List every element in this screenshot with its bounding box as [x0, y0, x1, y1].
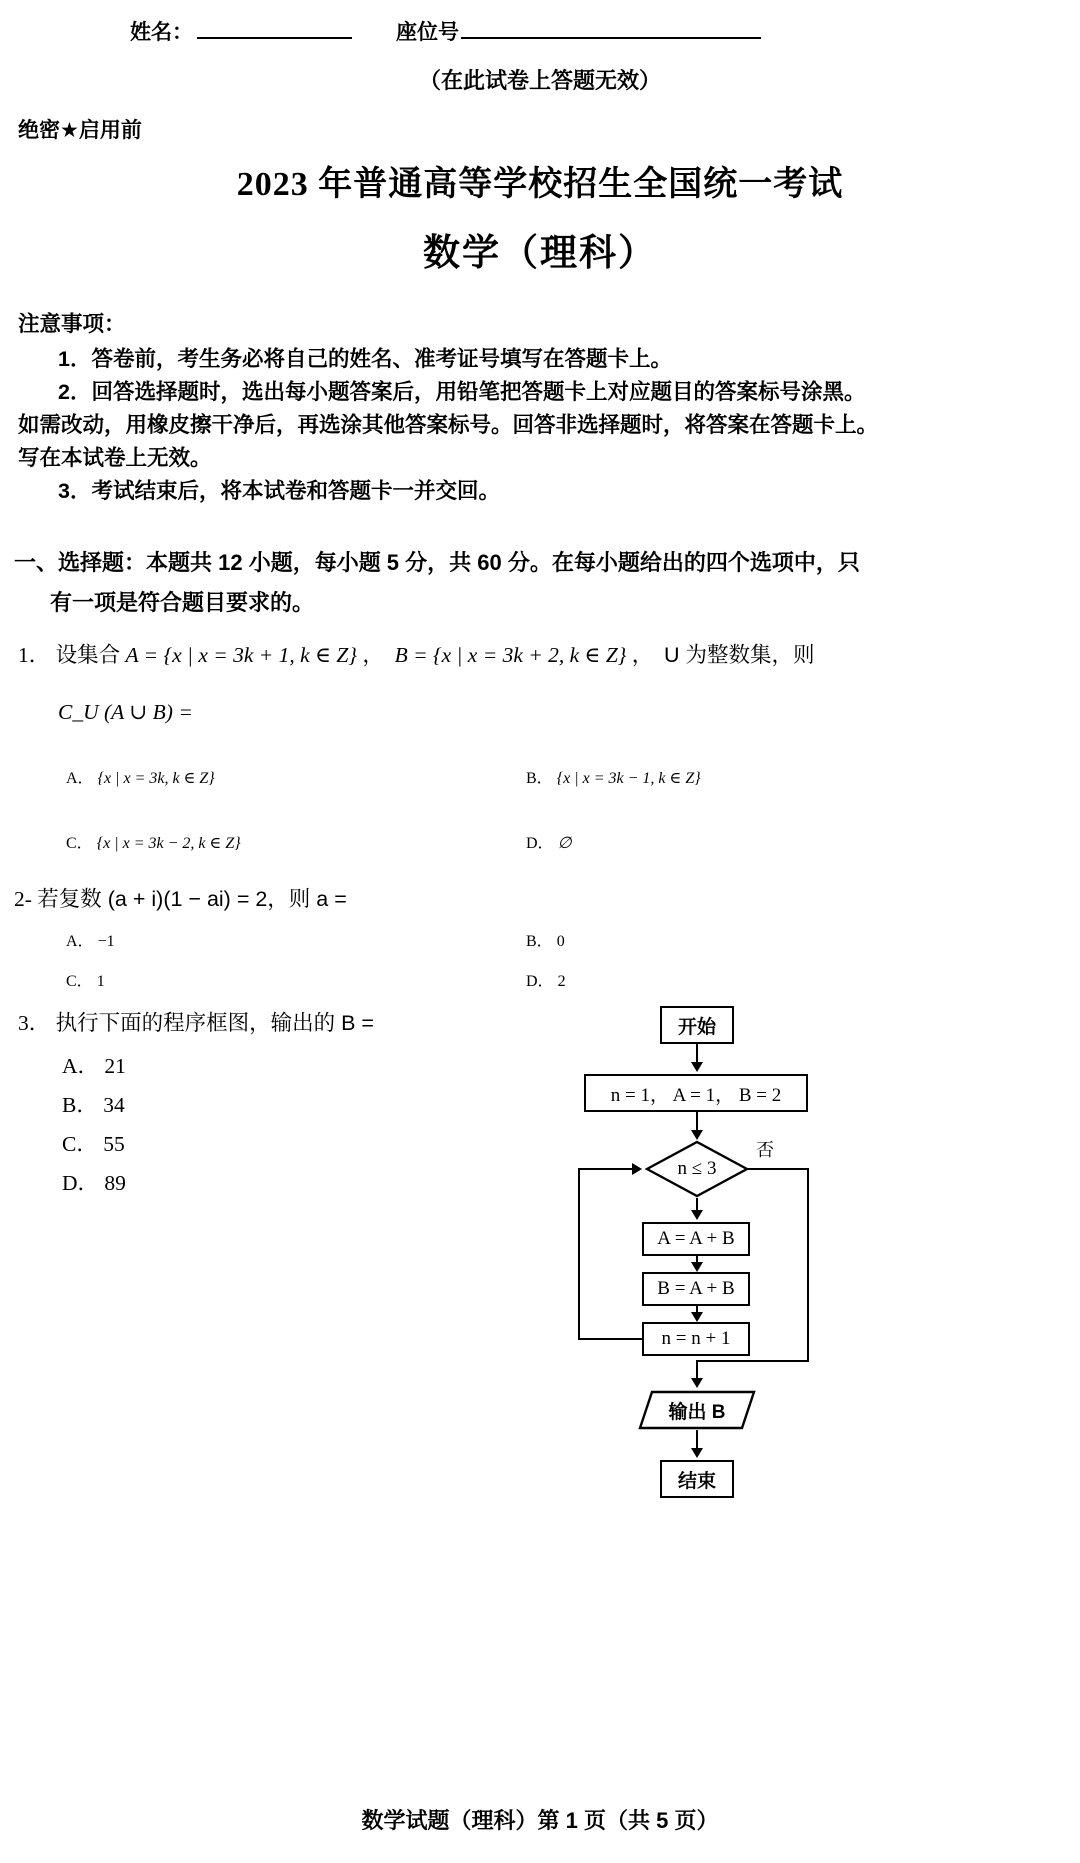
option-a-text: {x | x = 3k, k ∈ Z} — [97, 770, 215, 787]
invalid-answer-note: （在此试卷上答题无效） — [418, 68, 661, 93]
question-1-option-b[interactable] — [526, 765, 701, 788]
exam-title: 2023 年普通高等学校招生全国统一考试 — [236, 166, 844, 203]
option-a-text: 21 — [104, 1054, 126, 1078]
option-c-label: C． — [62, 1132, 98, 1156]
name-label: 姓名： — [130, 21, 193, 44]
option-b-text: 34 — [103, 1093, 125, 1117]
connector-loopback-horizontal-bottom — [578, 1338, 642, 1340]
flowchart-step3-node: n = n + 1 — [642, 1322, 750, 1356]
student-id-row — [130, 16, 810, 46]
option-d-label: D． — [526, 973, 554, 990]
subject-title: 数学（理科） — [423, 233, 657, 274]
connector-loopback-horizontal-top — [578, 1168, 634, 1170]
option-a-label: A． — [66, 770, 94, 787]
connector-loopback-vertical — [578, 1168, 580, 1340]
question-3-number: 3． — [18, 1011, 51, 1035]
option-d-text: 89 — [104, 1171, 126, 1195]
notice-item-3: 3．考试结束后，将本试卷和答题卡一并交回。 — [58, 479, 500, 503]
option-b-text: 0 — [556, 933, 565, 950]
question-1-option-c[interactable] — [66, 830, 241, 853]
program-flowchart — [560, 1000, 840, 1492]
question-1-set-b: B = {x | x = 3k + 2, k ∈ Z} — [394, 643, 627, 667]
arrow-start-to-init — [691, 1062, 703, 1072]
question-1-formula — [58, 700, 193, 725]
section-heading-line-2: 有一项是符合题目要求的。 — [50, 590, 315, 615]
option-a-label: A． — [66, 933, 94, 950]
flowchart-no-branch-label: 否 — [756, 1140, 774, 1160]
option-b-label: B． — [526, 933, 553, 950]
secret-label: 绝密★启用前 — [18, 119, 142, 142]
condition-label: n ≤ 3 — [677, 1158, 717, 1179]
arrow-init-to-condition — [691, 1130, 703, 1140]
question-3-option-b[interactable] — [62, 1088, 125, 1119]
option-c-text: 1 — [96, 973, 105, 990]
question-1-set-a: A = {x | x = 3k + 1, k ∈ Z} — [125, 643, 357, 667]
flowchart-end-node: 结束 — [660, 1460, 734, 1498]
option-a-text: −1 — [97, 933, 115, 950]
question-2-option-b[interactable] — [526, 928, 565, 951]
seat-blank-line — [461, 21, 761, 39]
flowchart-start-node: 开始 — [660, 1006, 734, 1044]
question-2-stem — [14, 882, 347, 913]
question-2-number: 2- — [14, 887, 32, 911]
question-1-stem-mid: U 为整数集，则 — [664, 643, 815, 667]
notice-item-1: 1．答卷前，考生务必将自己的姓名、准考证号填写在答题卡上。 — [58, 347, 672, 371]
question-1-formula-text: C_U (A ∪ B) = — [58, 700, 193, 724]
flowchart-condition-node — [645, 1140, 749, 1198]
notice-block — [18, 308, 1062, 508]
option-b-label: B． — [526, 770, 553, 787]
question-3-option-d[interactable] — [62, 1166, 126, 1197]
arrow-to-output — [691, 1378, 703, 1388]
question-3-option-c[interactable] — [62, 1127, 125, 1158]
question-1-number: 1． — [18, 643, 51, 667]
question-1-option-a[interactable] — [66, 765, 215, 788]
comma-1: ， — [362, 643, 390, 667]
arrow-output-to-end — [691, 1448, 703, 1458]
question-3-option-a[interactable] — [62, 1049, 126, 1080]
option-c-label: C． — [66, 835, 93, 852]
arrow-step2-to-step3 — [691, 1312, 703, 1322]
section-heading — [14, 543, 1066, 623]
output-label: 输出 B — [668, 1401, 726, 1423]
option-c-label: C． — [66, 973, 93, 990]
question-2-stem-text: 若复数 (a + i)(1 − ai) = 2，则 a = — [37, 887, 347, 911]
option-b-label: B． — [62, 1093, 98, 1117]
notice-item-2-cont-1: 如需改动，用橡皮擦干净后，再选涂其他答案标号。回答非选择题时，将答案在答题卡上。 — [18, 413, 879, 437]
notice-item-2: 2．回答选择题时，选出每小题答案后，用铅笔把答题卡上对应题目的答案标号涂黑。 — [58, 380, 866, 404]
question-3-stem — [18, 1006, 374, 1037]
option-d-label: D． — [62, 1171, 100, 1195]
option-a-label: A． — [62, 1054, 100, 1078]
connector-no-branch-vertical — [807, 1168, 809, 1362]
name-blank-line — [197, 21, 352, 39]
flowchart-output-node — [638, 1390, 756, 1430]
flowchart-init-node: n = 1， A = 1， B = 2 — [584, 1074, 808, 1112]
arrow-condition-to-step1 — [691, 1210, 703, 1220]
question-1-option-d[interactable] — [526, 830, 572, 853]
question-1-stem-prefix: 设集合 — [55, 643, 121, 667]
option-d-label: D． — [526, 835, 554, 852]
question-3-stem-text: 执行下面的程序框图，输出的 B = — [55, 1011, 374, 1035]
comma-2: ， — [631, 643, 659, 667]
question-1-stem — [18, 638, 1062, 669]
arrow-loopback-to-condition — [632, 1163, 642, 1175]
connector-no-branch-to-output — [696, 1360, 809, 1362]
seat-label: 座位号 — [396, 21, 459, 44]
option-b-text: {x | x = 3k − 1, k ∈ Z} — [556, 770, 701, 787]
notice-item-2-cont-2: 写在本试卷上无效。 — [18, 446, 212, 470]
option-c-text: {x | x = 3k − 2, k ∈ Z} — [96, 835, 241, 852]
option-d-text: ∅ — [557, 835, 572, 852]
notice-heading: 注意事项： — [18, 312, 126, 336]
section-heading-line-1: 一、选择题：本题共 12 小题，每小题 5 分，共 60 分。在每小题给出的四个选项中，只 — [14, 550, 860, 575]
flowchart-step2-node: B = A + B — [642, 1272, 750, 1306]
connector-no-branch-horizontal — [747, 1168, 809, 1170]
question-2-option-c[interactable] — [66, 968, 105, 991]
option-c-text: 55 — [103, 1132, 125, 1156]
arrow-step1-to-step2 — [691, 1262, 703, 1272]
question-2-option-d[interactable] — [526, 968, 566, 991]
option-d-text: 2 — [557, 973, 566, 990]
page-footer: 数学试题（理科）第 1 页（共 5 页） — [361, 1808, 719, 1833]
question-2-option-a[interactable] — [66, 928, 115, 951]
flowchart-step1-node: A = A + B — [642, 1222, 750, 1256]
